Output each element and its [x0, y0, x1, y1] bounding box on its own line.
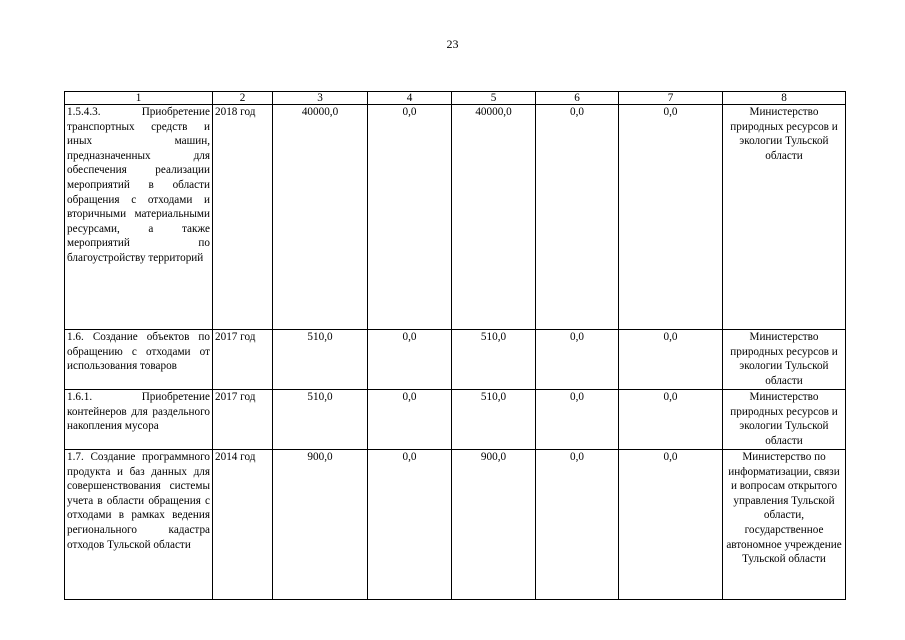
header-cell-7: 7 [619, 92, 723, 105]
measure-name: 1.5.4.3. Приобретение транспортных средств и иных машин, предназначенных для обеспечения реализации мероприятий в области обращения с отходами и вторичными материальными ресурсами, а также мероприятий по благоустройству территорий [65, 105, 213, 330]
header-cell-8: 8 [723, 92, 846, 105]
value-cell-6: 0,0 [536, 105, 619, 330]
value-cell-7: 0,0 [619, 105, 723, 330]
year-cell: 2017 год [213, 330, 273, 390]
header-cell-2: 2 [213, 92, 273, 105]
value-cell-6: 0,0 [536, 450, 619, 600]
table-row [65, 450, 846, 600]
header-row [65, 92, 846, 105]
table-row [65, 105, 846, 330]
value-cell-5: 510,0 [452, 390, 536, 450]
responsible-cell: Министерство по информатизации, связи и вопросам открытого управления Тульской области, государственное автономное учреждение Тульской области [723, 450, 846, 600]
header-cell-1: 1 [65, 92, 213, 105]
responsible-cell: Министерство природных ресурсов и экологии Тульской области [723, 105, 846, 330]
value-cell-3: 40000,0 [273, 105, 368, 330]
header-cell-6: 6 [536, 92, 619, 105]
header-cell-3: 3 [273, 92, 368, 105]
page-number: 23 [446, 37, 459, 51]
value-cell-7: 0,0 [619, 450, 723, 600]
budget-table [64, 91, 846, 600]
value-cell-5: 510,0 [452, 330, 536, 390]
value-cell-6: 0,0 [536, 390, 619, 450]
value-cell-4: 0,0 [368, 330, 452, 390]
measure-name: 1.6. Создание объектов по обращению с отходами от использования товаров [65, 330, 213, 390]
value-cell-3: 510,0 [273, 390, 368, 450]
header-cell-4: 4 [368, 92, 452, 105]
year-cell: 2018 год [213, 105, 273, 330]
measure-name: 1.6.1. Приобретение контейнеров для раздельного накопления мусора [65, 390, 213, 450]
year-cell: 2014 год [213, 450, 273, 600]
year-cell: 2017 год [213, 390, 273, 450]
value-cell-4: 0,0 [368, 450, 452, 600]
value-cell-3: 900,0 [273, 450, 368, 600]
value-cell-7: 0,0 [619, 330, 723, 390]
table-row [65, 330, 846, 390]
value-cell-5: 900,0 [452, 450, 536, 600]
header-cell-5: 5 [452, 92, 536, 105]
value-cell-7: 0,0 [619, 390, 723, 450]
responsible-cell: Министерство природных ресурсов и экологии Тульской области [723, 330, 846, 390]
responsible-cell: Министерство природных ресурсов и экологии Тульской области [723, 390, 846, 450]
value-cell-3: 510,0 [273, 330, 368, 390]
value-cell-5: 40000,0 [452, 105, 536, 330]
table-row [65, 390, 846, 450]
value-cell-4: 0,0 [368, 390, 452, 450]
value-cell-6: 0,0 [536, 330, 619, 390]
measure-name: 1.7. Создание программного продукта и баз данных для совершенствования системы учета в области обращения с отходами в рамках ведения регионального кадастра отходов Тульской области [65, 450, 213, 600]
value-cell-4: 0,0 [368, 105, 452, 330]
